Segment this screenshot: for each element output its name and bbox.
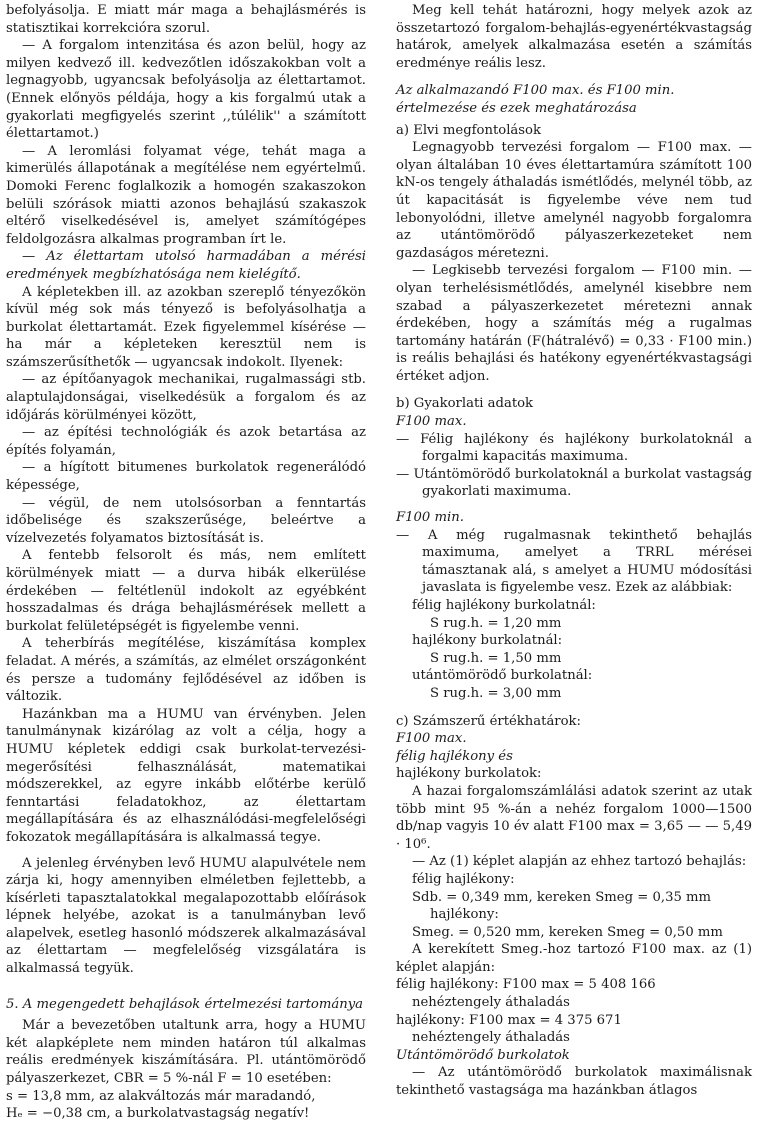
paragraph: hajlékony: F100 max = 4 375 671 [396,1012,622,1028]
paragraph: F100 min. [396,510,464,526]
paragraph: Hₑ = −0,38 cm, a burkolatvastagság negatív! [6,1106,310,1122]
paragraph: A kerekített Smeg.-hoz tartozó F100 max. az (1) képlet alapján: [396,942,752,975]
paragraph: S rug.h. = 3,00 mm [430,685,562,701]
paragraph: Smeg. = 0,520 mm, kereken Smeg = 0,50 mm [412,924,723,940]
paragraph: A jelenleg érvényben levő HUMU alapulvétele nem zárja ki, hogy amennyiben elméletben fejlettebb, a kísérleti tapasztalatokkal megalapozottabb előírások lépnek helyébe, azokat is a tanulmányban levő alapelvek, esetleg hasonló módszerek alkalmazásával az élettartam — megfelelőség vizsgálatára is alkalmassá tegyük. [6,855,366,977]
paragraph: befolyásolja. E miatt már maga a behajlásmérés is statisztikai korrekcióra szorul. [6,3,366,36]
paragraph: hajlékony: [430,907,499,923]
paragraph: — Az élettartam utolsó harmadában a mérési eredmények megbízhatósága nem kielégítő. [6,249,366,282]
paragraph: S rug.h. = 1,50 mm [430,650,562,666]
paragraph: félig hajlékony és [396,748,513,764]
paragraph: nehéztengely áthaladás [412,995,570,1011]
right-column [396,2,752,1100]
paragraph: utántömörödő burkolatnál: [412,668,593,684]
paragraph: — A leromlási folyamat vége, tehát maga a kimerülés állapotának a megítélése nem egyértelmű. Domoki Ferenc foglalkozik a homogén szakaszokon belüli szórások miatti azonos behajlású szakaszok eltérő viselkedésével is, amelyet számítógépes feldolgozásra alkalmas programban írt le. [6,143,366,247]
spacer [396,703,752,711]
paragraph: F100 max. [396,414,467,430]
paragraph: — Az (1) képlet alapján az ehhez tartozó behajlás: [412,854,747,870]
paragraph: A fentebb felsorolt és más, nem említett körülmények miatt — a durva hibák elkerülése érdekében — feltétlenül indokolt az egyébként hosszadalmas és drága behajlásmérések mellett a burkolat felületépségét is figyelembe venni. [6,548,366,634]
left-column [6,2,366,1123]
paragraph: s = 13,8 mm, az alakváltozás már maradandó, [6,1088,316,1104]
paragraph: — A forgalom intenzitása és azon belül, hogy az milyen kedvező ill. kedvezőtlen időszakokban volt a legnagyobb, ugyancsak befolyásolja az élettartamot. (Ennek előnyös példája, hogy a kis forgalmú utak a gyakorlati megfigyelés szerint ,,túlélik'' a számított élettartamot.) [6,38,366,142]
section-heading: 5. A megengedett behajlások értelmezési tartománya [6,996,364,1012]
paragraph: Meg kell tehát határozni, hogy melyek azok az összetartozó forgalom-behajlás-egyenértékvastagság határok, amelyek alkalmazása esetén a számítás eredménye reális lesz. [396,3,752,71]
paragraph: hajlékony burkolatok: [396,766,542,782]
paragraph: a) Elvi megfontolások [396,122,541,138]
paragraph: — Az utántömörödő burkolatok maximálisnak tekinthető vastagsága ma hazánkban átlagos [396,1065,752,1099]
paragraph: Utántömörödő burkolatok [396,1047,570,1063]
paragraph: — az építési technológiák és azok betartása az építés folyamán, [6,425,366,458]
paragraph: — a hígított bitumenes burkolatok regenerálódó képessége, [6,460,366,494]
paragraph: S rug.h. = 1,20 mm [430,615,562,631]
spacer [6,847,366,855]
paragraph: — végül, de nem utolsósorban a fenntartás időbelisége és szakszerűsége, beleértve a vízelvezetés folyamatos biztosítását is. [6,495,366,546]
paragraph: A képletekben ill. az azokban szereplő tényezőkön kívül még sok más tényező is befolyásolhatja a burkolat élettartamát. Ezek figyelemmel kísérése — ha már a képleteken keresztül nem is számszerűsíthetők — ugyancsak indokolt. Ilyenek: [6,284,366,370]
paragraph: Legnagyobb tervezési forgalom — F100 max. — olyan általában 10 éves élettartamúra számított 100 kN-os tengely áthaladás ismétlődés, melynél több, az út kapacitását is figyelembe véve nem tud lebonyolódni, illetve amelynél nagyobb forgalomra az utántömörödő pályaszerkezeteket nem gazdaságos méretezni. [396,140,752,261]
paragraph: b) Gyakorlati adatok [396,396,534,412]
paragraph: — A még rugalmasnak tekinthető behajlás maximuma, amelyet a TRRL mérései támasztanak alá, s amelyet a HUMU módosítási javaslata is figyelembe vesz. Ezek az alábbiak: [396,527,752,596]
paragraph: — Utántömörödő burkolatoknál a burkolat vastagság gyakorlati maximuma. [396,466,752,500]
paragraph: — az építőanyagok mechanikai, rugalmassági stb. alaptulajdonságai, viselkedésük a forgalom és az időjárás körülményei között, [6,372,366,423]
paragraph: — Félig hajlékony és hajlékony burkolatoknál a forgalmi kapacitás maximuma. [396,431,752,465]
paragraph: A teherbírás megítélése, kiszámítása komplex feladat. A mérés, a számítás, az elmélet országonként és persze a tudomány fejlődésével az időben is változik. [6,636,366,705]
paragraph: — Legkisebb tervezési forgalom — F100 min. — olyan terhelésismétlődés, amelynél kisebbre nem szabad a pályaszerkezetet méretezni annak érdekében, hogy a számítás még a rugalmas tartomány határán (F(hátralévő) = 0,33 · F100 min.) is reális behajlási és hatékony egyenértékvastagsági értéket adjon. [396,263,752,384]
spacer [396,385,752,393]
paragraph: félig hajlékony burkolatnál: [412,598,596,613]
paragraph: Sdb. = 0,349 mm, kereken Smeg = 0,35 mm [412,889,712,905]
paragraph: Hazánkban ma a HUMU van érvényben. Jelen tanulmánynak kizárólag az volt a célja, hogy a HUMU képletek eddigi csak burkolat-tervezési-megerősítési felhasználását, matematikai módszerekkel, az egyre inkább előtérbe kerülő fenntartási feladatokhoz, az élettartam megállapítására és az elhasználódási-megfelelőségi fokozatok megállapítására is alkalmassá tegye. [6,706,366,845]
paragraph: félig hajlékony: F100 max = 5 408 166 [396,977,656,993]
paragraph: hajlékony burkolatnál: [412,633,563,649]
paragraph: A hazai forgalomszámlálási adatok szerint az utak több mint 95 %-án a nehéz forgalom 1000—1500 db/nap vagyis 10 év alatt F100 max = 3,65 — — 5,49 · 10⁶. [396,783,752,852]
spacer [396,501,752,509]
spacer [6,978,366,986]
paragraph: nehéztengely áthaladás [412,1030,570,1046]
paragraph: c) Számszerű értékhatárok: [396,713,581,729]
paragraph: F100 max. [396,731,467,747]
paragraph: Már a bevezetőben utaltunk arra, hogy a HUMU két alapképlete nem minden határon túl alkalmas reális eredmények kiszámítására. Pl. utántömörödő pályaszerkezet, CBR = 5 %-nál F = 10 esetében: [6,1018,366,1087]
paragraph: félig hajlékony: [412,871,515,887]
section-heading: Az alkalmazandó F100 max. és F100 min. értelmezése és ezek meghatározása [396,83,675,116]
